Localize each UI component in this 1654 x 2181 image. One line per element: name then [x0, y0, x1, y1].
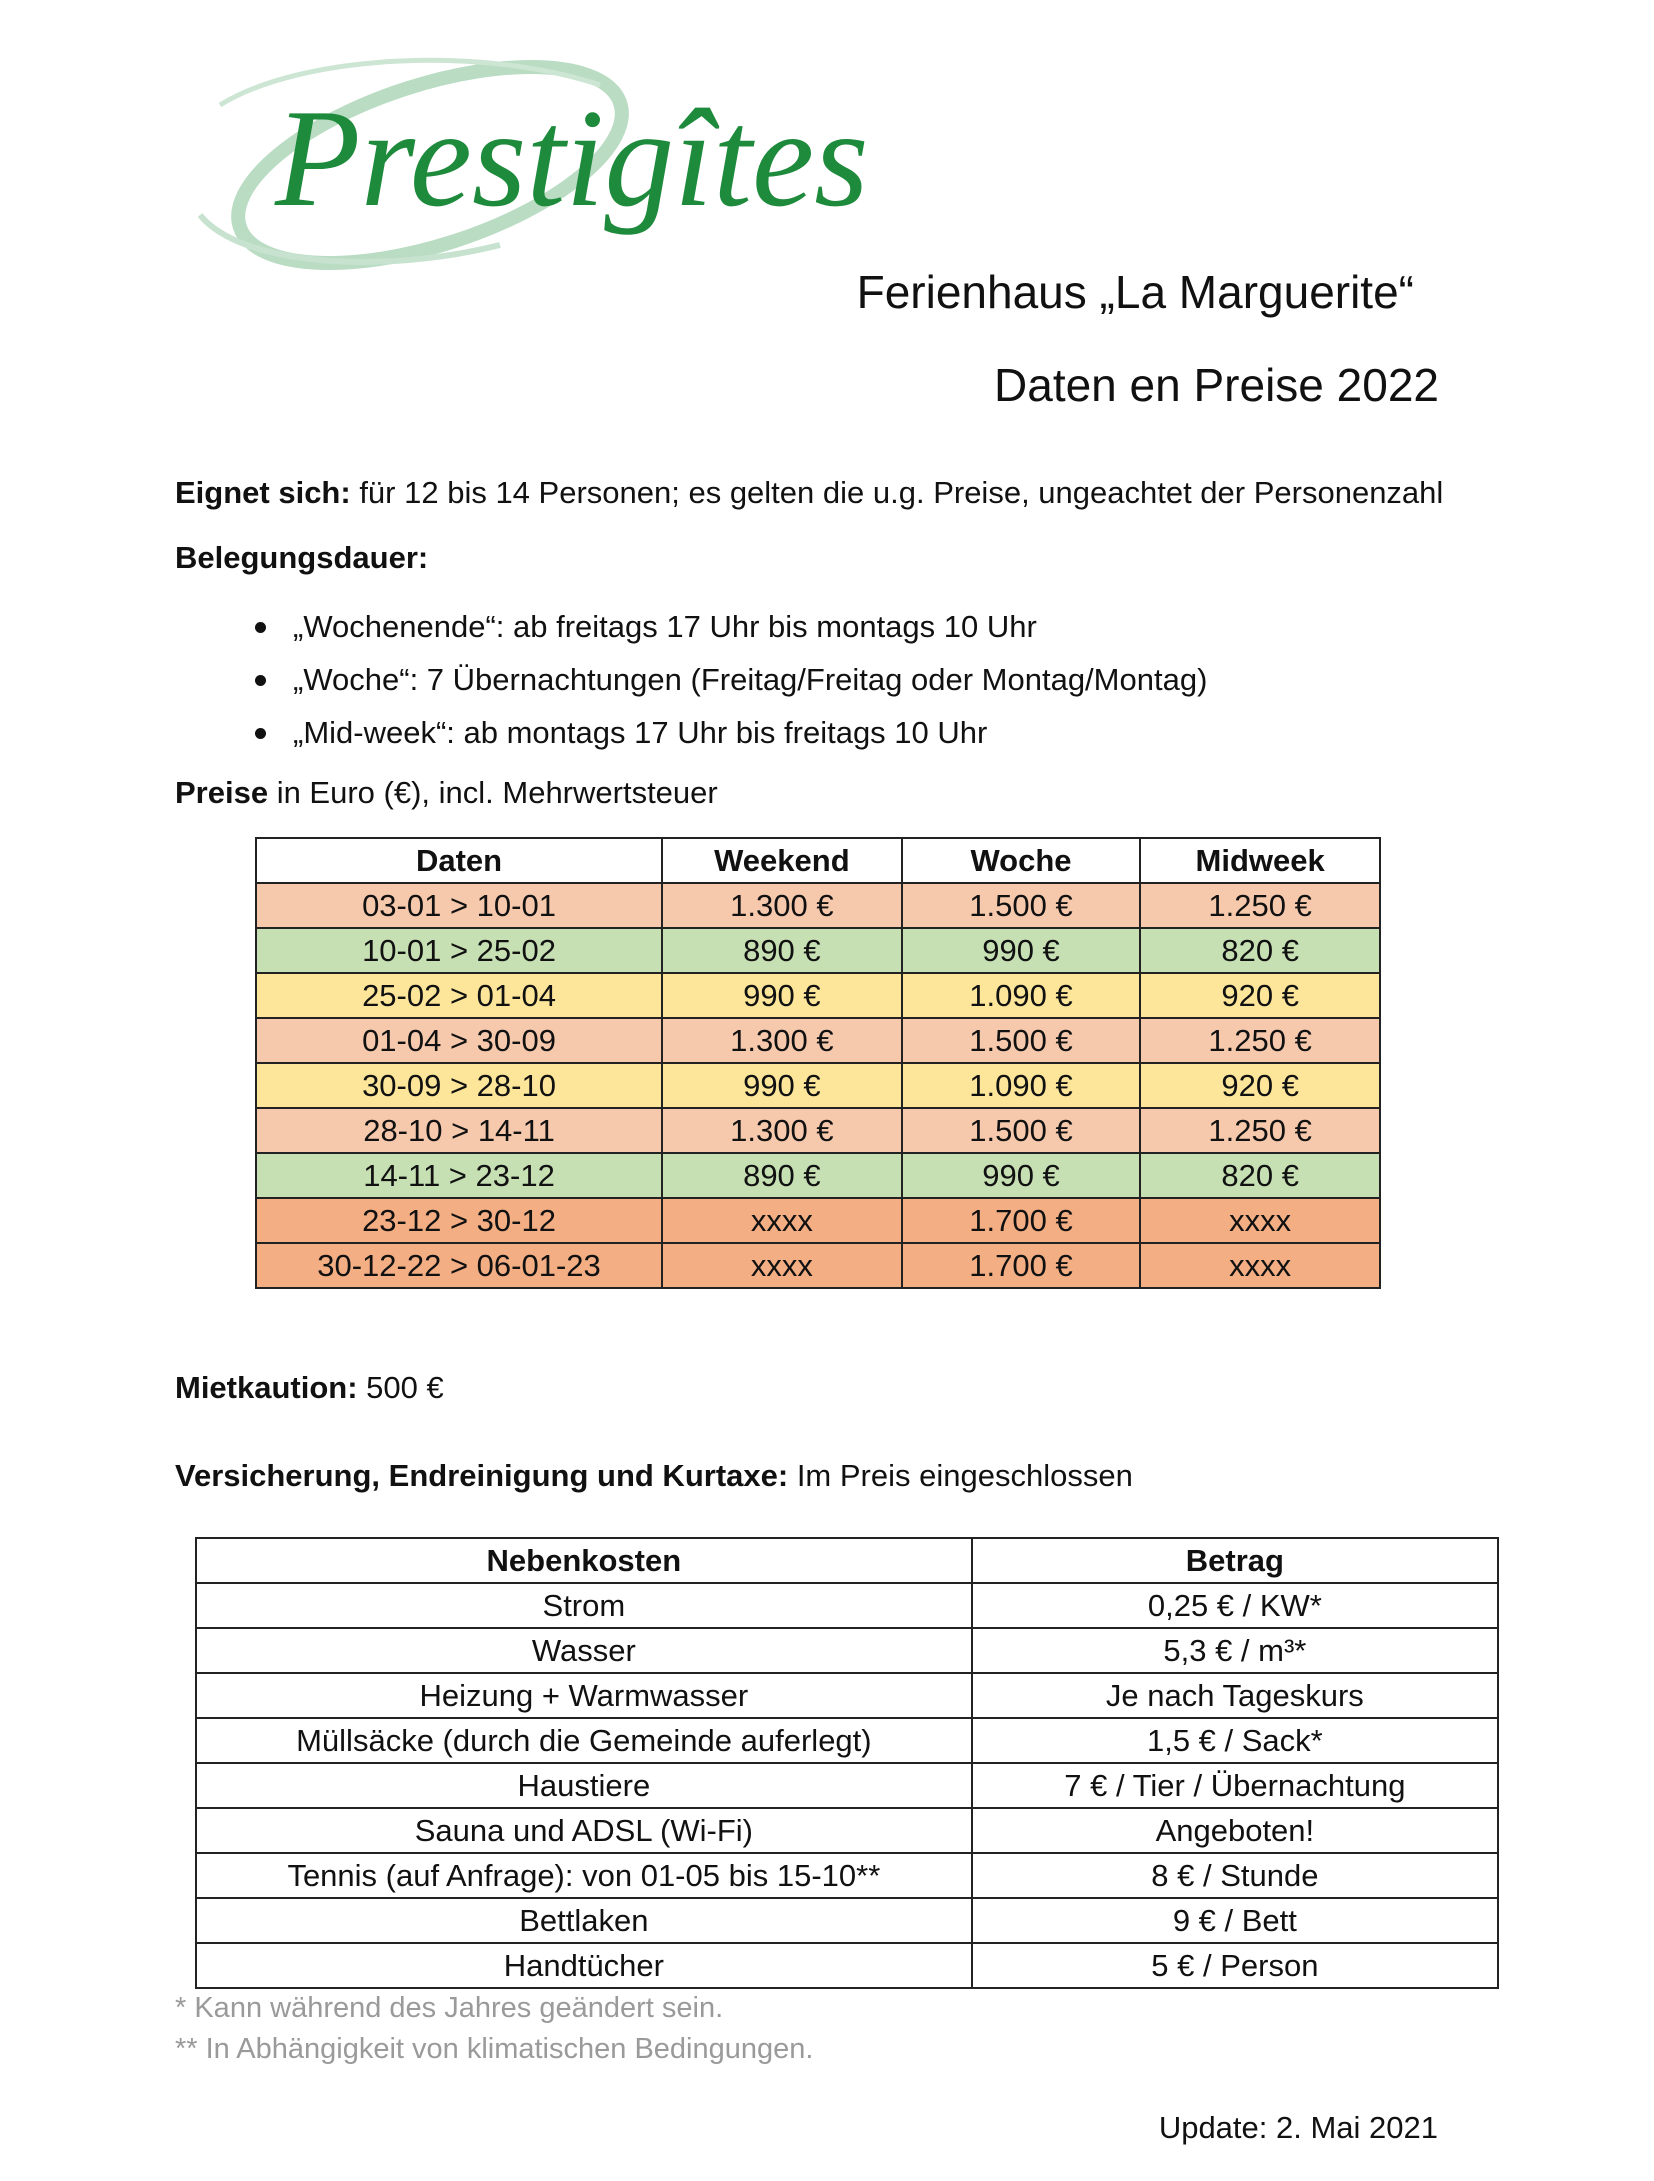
- capacity-label: Eignet sich:: [175, 475, 351, 510]
- table-cell: xxxx: [662, 1243, 902, 1288]
- table-cell: 1.250 €: [1140, 1018, 1380, 1063]
- table-cell: xxxx: [1140, 1198, 1380, 1243]
- table-cell: 1.500 €: [902, 1108, 1141, 1153]
- table-cell: 820 €: [1140, 1153, 1380, 1198]
- logo-text: Prestigîtes: [275, 81, 869, 236]
- table-row: [256, 928, 1380, 973]
- table-row: [196, 1853, 1498, 1898]
- table-cell: 990 €: [902, 1153, 1141, 1198]
- document-subtitle: Daten en Preise 2022: [994, 359, 1439, 411]
- table-header-row: [256, 838, 1380, 883]
- table-cell: 7 € / Tier / Übernachtung: [972, 1763, 1498, 1808]
- table-row: [256, 1063, 1380, 1108]
- table-cell: 5 € / Person: [972, 1943, 1498, 1988]
- stay-duration-list: [255, 600, 1207, 759]
- table-header-row: [196, 1538, 1498, 1583]
- table-cell: 14-11 > 23-12: [256, 1153, 662, 1198]
- table-cell: 990 €: [662, 973, 902, 1018]
- table-cell: 9 € / Bett: [972, 1898, 1498, 1943]
- insurance-text: Im Preis eingeschlossen: [788, 1458, 1133, 1493]
- table-cell: 1.090 €: [902, 973, 1141, 1018]
- column-header-dates: Daten: [256, 838, 662, 883]
- table-row: [256, 1243, 1380, 1288]
- table-cell: 1.090 €: [902, 1063, 1141, 1108]
- table-cell: Sauna und ADSL (Wi-Fi): [196, 1808, 972, 1853]
- column-header-week: Woche: [902, 838, 1141, 883]
- prices-label: Preise: [175, 775, 269, 810]
- table-cell: 01-04 > 30-09: [256, 1018, 662, 1063]
- table-cell: 990 €: [902, 928, 1141, 973]
- table-row: [256, 883, 1380, 928]
- footnote-2: ** In Abhängigkeit von klimatischen Bedingungen.: [175, 2033, 814, 2065]
- table-cell: 1.300 €: [662, 1108, 902, 1153]
- table-cell: 5,3 € / m³*: [972, 1628, 1498, 1673]
- table-cell: Strom: [196, 1583, 972, 1628]
- capacity-text: für 12 bis 14 Personen; es gelten die u.g. Preise, ungeachtet der Personenzahl: [350, 475, 1444, 510]
- update-date: Update: 2. Mai 2021: [1158, 2110, 1438, 2145]
- table-row: [196, 1583, 1498, 1628]
- table-cell: Heizung + Warmwasser: [196, 1673, 972, 1718]
- stay-duration-label: Belegungsdauer:: [175, 540, 429, 575]
- capacity-line: [175, 475, 1443, 511]
- table-cell: 28-10 > 14-11: [256, 1108, 662, 1153]
- column-header-amount: Betrag: [972, 1538, 1498, 1583]
- document-title: Ferienhaus „La Marguerite“: [856, 266, 1414, 318]
- table-row: [196, 1673, 1498, 1718]
- list-item: „Mid-week“: ab montags 17 Uhr bis freitags 10 Uhr: [255, 706, 1207, 759]
- table-cell: 30-12-22 > 06-01-23: [256, 1243, 662, 1288]
- table-cell: 1,5 € / Sack*: [972, 1718, 1498, 1763]
- table-cell: Müllsäcke (durch die Gemeinde auferlegt): [196, 1718, 972, 1763]
- table-row: [196, 1808, 1498, 1853]
- table-cell: Haustiere: [196, 1763, 972, 1808]
- table-cell: 1.250 €: [1140, 883, 1380, 928]
- table-cell: 890 €: [662, 1153, 902, 1198]
- column-header-midweek: Midweek: [1140, 838, 1380, 883]
- table-cell: 1.500 €: [902, 883, 1141, 928]
- table-cell: 1.700 €: [902, 1198, 1141, 1243]
- deposit-value: 500 €: [357, 1370, 444, 1405]
- table-cell: 8 € / Stunde: [972, 1853, 1498, 1898]
- deposit-line: [175, 1370, 444, 1406]
- table-row: [256, 1018, 1380, 1063]
- table-cell: Wasser: [196, 1628, 972, 1673]
- prices-line: [175, 775, 718, 811]
- insurance-label: Versicherung, Endreinigung und Kurtaxe:: [175, 1458, 789, 1493]
- stay-duration-heading: [175, 540, 428, 576]
- insurance-line: [175, 1458, 1133, 1494]
- deposit-label: Mietkaution:: [175, 1370, 358, 1405]
- table-cell: Tennis (auf Anfrage): von 01-05 bis 15-10**: [196, 1853, 972, 1898]
- table-cell: 1.300 €: [662, 883, 902, 928]
- column-header-extra-costs: Nebenkosten: [196, 1538, 972, 1583]
- table-cell: 1.250 €: [1140, 1108, 1380, 1153]
- logo-graphic: [180, 45, 880, 295]
- table-cell: 920 €: [1140, 1063, 1380, 1108]
- table-row: [196, 1763, 1498, 1808]
- table-cell: 23-12 > 30-12: [256, 1198, 662, 1243]
- extra-costs-table: [195, 1537, 1499, 1989]
- table-row: [196, 1718, 1498, 1763]
- table-cell: Bettlaken: [196, 1898, 972, 1943]
- list-item: „Woche“: 7 Übernachtungen (Freitag/Freitag oder Montag/Montag): [255, 653, 1207, 706]
- table-cell: 25-02 > 01-04: [256, 973, 662, 1018]
- table-cell: 820 €: [1140, 928, 1380, 973]
- price-table: [255, 837, 1381, 1289]
- brand-logo: [180, 45, 880, 295]
- list-item: „Wochenende“: ab freitags 17 Uhr bis montags 10 Uhr: [255, 600, 1207, 653]
- table-cell: 10-01 > 25-02: [256, 928, 662, 973]
- table-row: [256, 973, 1380, 1018]
- table-cell: xxxx: [662, 1198, 902, 1243]
- table-row: [256, 1153, 1380, 1198]
- table-cell: 1.700 €: [902, 1243, 1141, 1288]
- table-cell: 03-01 > 10-01: [256, 883, 662, 928]
- table-cell: Je nach Tageskurs: [972, 1673, 1498, 1718]
- prices-text: in Euro (€), incl. Mehrwertsteuer: [268, 775, 718, 810]
- table-cell: Handtücher: [196, 1943, 972, 1988]
- table-row: [196, 1943, 1498, 1988]
- table-cell: 990 €: [662, 1063, 902, 1108]
- footnote-1: * Kann während des Jahres geändert sein.: [175, 1992, 724, 2024]
- table-cell: 1.300 €: [662, 1018, 902, 1063]
- table-cell: 1.500 €: [902, 1018, 1141, 1063]
- table-row: [256, 1108, 1380, 1153]
- table-cell: 920 €: [1140, 973, 1380, 1018]
- table-row: [196, 1628, 1498, 1673]
- column-header-weekend: Weekend: [662, 838, 902, 883]
- table-cell: 890 €: [662, 928, 902, 973]
- table-cell: 30-09 > 28-10: [256, 1063, 662, 1108]
- table-row: [196, 1898, 1498, 1943]
- table-cell: 0,25 € / KW*: [972, 1583, 1498, 1628]
- table-row: [256, 1198, 1380, 1243]
- table-cell: xxxx: [1140, 1243, 1380, 1288]
- table-cell: Angeboten!: [972, 1808, 1498, 1853]
